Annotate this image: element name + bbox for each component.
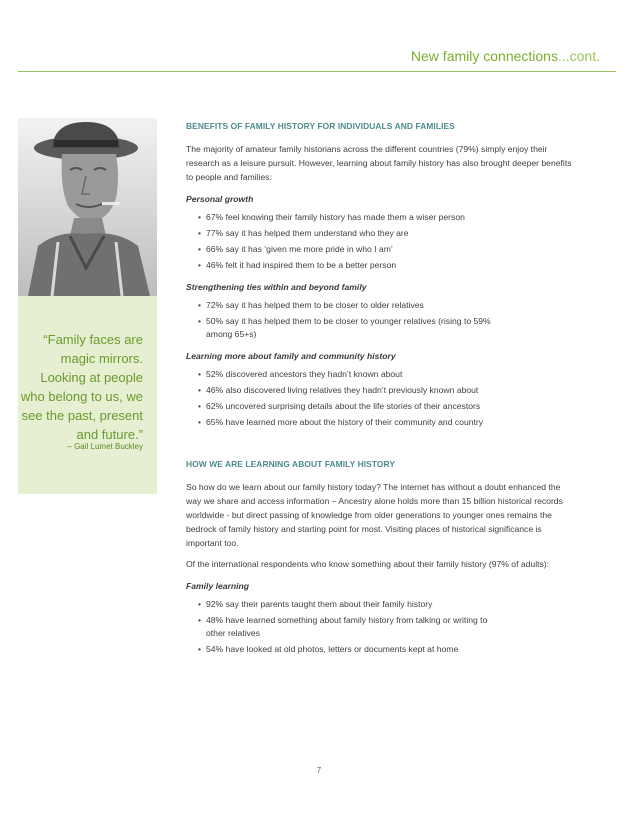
list-item: • 66% say it has ‘given me more pride in who I am’ <box>198 243 576 256</box>
list-item: • 46% also discovered living relatives they hadn’t previously known about <box>198 384 576 397</box>
list-item: • 65% have learned more about the history of their community and country <box>198 416 576 429</box>
benefits-intro: The majority of amateur family historians across the different countries (79%) simply enjoy their research as a leisure pursuit. However, learning about family history has also brought deeper benefits to people and families: <box>186 144 572 182</box>
learning-intro: So how do we learn about our family history today? The internet has without a doubt enhanced the way we share and access information – Ancestry alone holds more than 15 billion historical records worldwide - but direct passing of knowledge from older generations to younger ones remains the bedrock of family history and starting point for most. Visiting places of historical significance is important too. <box>186 482 563 548</box>
header-title-main: New family connections <box>410 48 558 64</box>
quote-panel <box>18 296 157 494</box>
portrait-illustration <box>18 118 157 296</box>
learning-heading: HOW WE ARE LEARNING ABOUT FAMILY HISTORY <box>186 459 396 469</box>
list-item: • 46% felt it had inspired them to be a better person <box>198 259 576 272</box>
list-item: • 62% uncovered surprising details about the life stories of their ancestors <box>198 400 576 413</box>
benefits-group-strengthening-ties <box>186 280 576 341</box>
list-item: • 50% say it has helped them to be closer to younger relatives (rising to 59% among 65+s) <box>198 315 576 341</box>
list-item: • 77% say it has helped them understand who they are <box>198 227 576 240</box>
list-item: • 72% say it has helped them to be closer to older relatives <box>198 299 576 312</box>
benefits-group-learning-more <box>186 349 576 429</box>
page-number: 7 <box>316 766 322 775</box>
sidebar-quote-author: – Gail Lumet Buckley <box>67 442 143 451</box>
main-column <box>186 119 576 662</box>
header-title-suffix: ...cont. <box>557 48 600 64</box>
bullet-list <box>186 299 576 341</box>
sidebar-quote: “Family faces are magic mirrors. Looking at people who belong to us, we see the past, present and future.” <box>20 332 143 442</box>
group-title: Family learning <box>186 581 250 591</box>
section-spacer <box>186 435 576 457</box>
group-title: Learning more about family and community history <box>186 351 396 361</box>
group-title: Personal growth <box>186 194 254 204</box>
benefits-group-personal-growth <box>186 192 576 272</box>
list-item: • 52% discovered ancestors they hadn’t known about <box>198 368 576 381</box>
portrait-photo <box>18 118 157 296</box>
group-title: Strengthening ties within and beyond family <box>186 282 367 292</box>
list-item: • 67% feel knowing their family history has made them a wiser person <box>198 211 576 224</box>
bullet-list <box>186 598 576 656</box>
benefits-heading: BENEFITS OF FAMILY HISTORY FOR INDIVIDUALS AND FAMILIES <box>186 121 455 131</box>
list-item: • 48% have learned something about family history from talking or writing to other relatives <box>198 614 576 640</box>
list-item: • 54% have looked at old photos, letters or documents kept at home <box>198 643 576 656</box>
learning-intro-2: Of the international respondents who know something about their family history (97% of adults): <box>186 559 550 569</box>
learning-group-family-learning <box>186 579 576 656</box>
bullet-list <box>186 368 576 429</box>
header-rule <box>18 71 616 72</box>
header-title <box>411 48 600 64</box>
bullet-list <box>186 211 576 272</box>
list-item: • 92% say their parents taught them about their family history <box>198 598 576 611</box>
